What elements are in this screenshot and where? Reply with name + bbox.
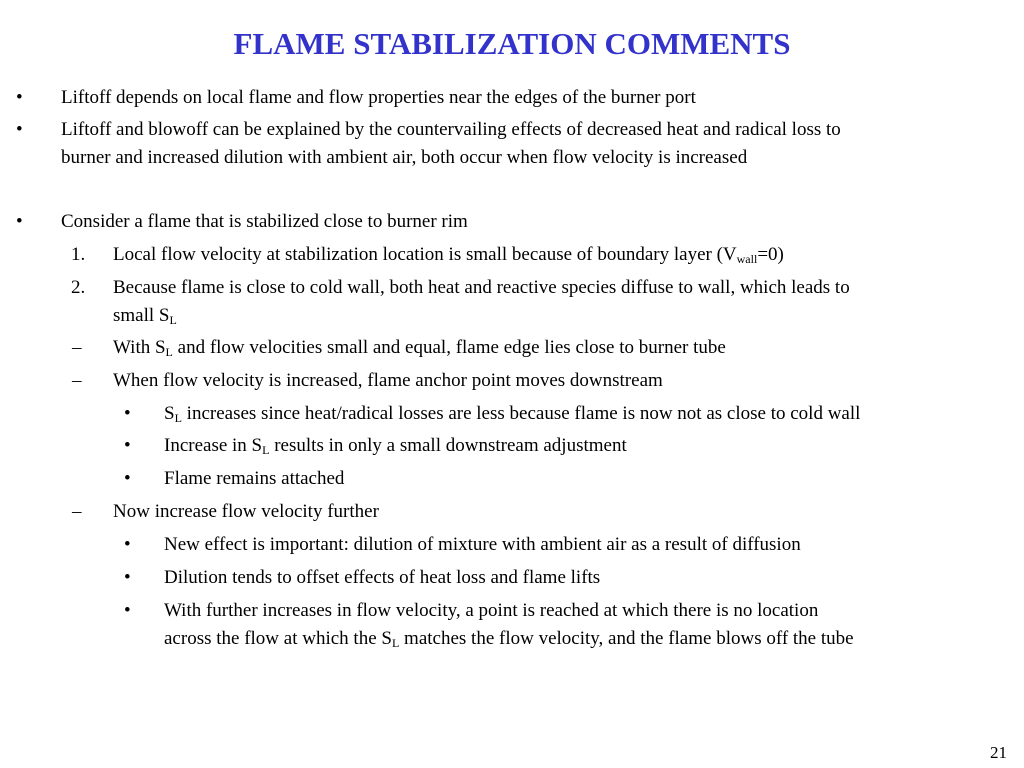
subscript: L bbox=[391, 636, 400, 650]
text-segment: across the flow at which the S bbox=[164, 628, 392, 649]
text-segment: and flow velocities small and equal, flame edge lies close to burner tube bbox=[172, 337, 726, 358]
dash-text: Now increase flow velocity further bbox=[113, 501, 379, 522]
text-segment: results in only a small downstream adjustment bbox=[269, 435, 627, 456]
slide-number: 21 bbox=[990, 743, 1007, 762]
bullet-marker: • bbox=[16, 211, 23, 232]
bullet-marker: • bbox=[16, 119, 23, 140]
dash-marker: – bbox=[72, 337, 82, 358]
text-segment: S bbox=[164, 403, 175, 424]
bullet-text: burner and increased dilution with ambient air, both occur when flow velocity is increased bbox=[61, 147, 748, 168]
subscript: L bbox=[174, 411, 182, 425]
sub-bullet-marker: • bbox=[124, 468, 131, 489]
sub-bullet-marker: • bbox=[124, 403, 131, 424]
sub-bullet-text: Dilution tends to offset effects of heat loss and flame lifts bbox=[164, 567, 601, 588]
sub-bullet-text bbox=[164, 432, 627, 460]
bullet-text: Liftoff depends on local flame and flow properties near the edges of the burner port bbox=[61, 87, 696, 108]
dash-marker: – bbox=[72, 501, 82, 522]
bullet-text: Consider a flame that is stabilized close to burner rim bbox=[61, 211, 468, 232]
sub-bullet-text bbox=[164, 625, 854, 653]
text-segment: Local flow velocity at stabilization location is small because of boundary layer (V bbox=[113, 244, 737, 265]
sub-bullet-text: With further increases in flow velocity, a point is reached at which there is no location bbox=[164, 600, 819, 621]
subscript: L bbox=[169, 313, 177, 327]
sub-bullet-marker: • bbox=[124, 567, 131, 588]
numbered-text bbox=[113, 241, 784, 269]
sub-bullet-text: Flame remains attached bbox=[164, 468, 345, 489]
text-segment: small S bbox=[113, 305, 170, 326]
sub-bullet-marker: • bbox=[124, 534, 131, 555]
sub-bullet-marker: • bbox=[124, 435, 131, 456]
subscript: wall bbox=[736, 252, 758, 266]
numbered-text: Because flame is close to cold wall, both heat and reactive species diffuse to wall, which leads to bbox=[113, 277, 850, 298]
text-segment: increases since heat/radical losses are less because flame is now not as close to cold wall bbox=[181, 403, 861, 424]
sub-bullet-marker: • bbox=[124, 600, 131, 621]
text-segment: =0) bbox=[757, 244, 784, 265]
subscript: L bbox=[165, 345, 173, 359]
text-segment: matches the flow velocity, and the flame blows off the tube bbox=[399, 628, 854, 649]
dash-marker: – bbox=[72, 370, 82, 391]
numbered-text bbox=[113, 302, 177, 330]
dash-text bbox=[113, 334, 726, 362]
number-marker: 1. bbox=[71, 244, 86, 265]
bullet-text: Liftoff and blowoff can be explained by the countervailing effects of decreased heat and radical loss to bbox=[61, 119, 841, 140]
sub-bullet-text: New effect is important: dilution of mixture with ambient air as a result of diffusion bbox=[164, 534, 801, 555]
dash-text: When flow velocity is increased, flame anchor point moves downstream bbox=[113, 370, 663, 391]
subscript: L bbox=[262, 443, 270, 457]
text-segment: With S bbox=[113, 337, 166, 358]
text-segment: Increase in S bbox=[164, 435, 263, 456]
bullet-marker: • bbox=[16, 87, 23, 108]
sub-bullet-text bbox=[164, 400, 860, 428]
number-marker: 2. bbox=[71, 277, 86, 298]
slide-title: FLAME STABILIZATION COMMENTS bbox=[233, 26, 791, 61]
